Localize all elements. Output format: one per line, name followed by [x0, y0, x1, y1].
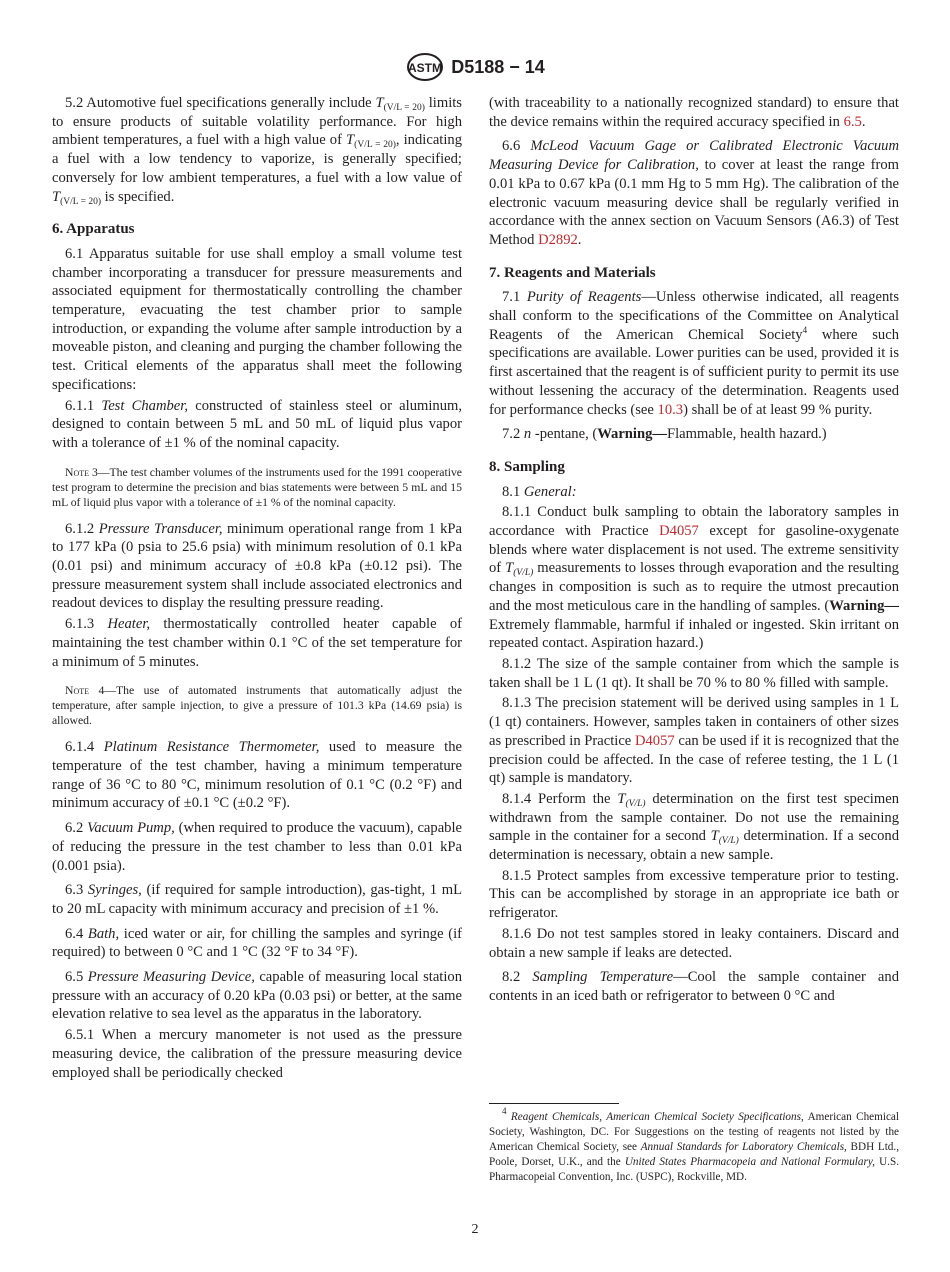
subscript: (V/L = 20) [383, 103, 425, 113]
paragraph [52, 397, 462, 453]
text-run: 8.2 [502, 969, 533, 986]
text-run: . [577, 231, 582, 248]
text-run: 7.2 [502, 426, 524, 443]
italic-text: McLeod Vacuum Gage or Calibrated Electronic Vacuum Measuring Device for Calibration, [489, 138, 899, 174]
text-run: 8.1.3 The precision statement will be derived using samples in 1 L (1 qt) containers. However, samples taken in containers of other sizes as prescribed in Practice [489, 695, 899, 749]
italic-text: Vacuum Pump, [87, 820, 175, 837]
paragraph [52, 968, 462, 1024]
text-run: capable of measuring local station pressure with an accuracy of 0.20 kPa (0.03 psi) or better, at the same elevation relative to sea level as the apparatus in the laboratory. [52, 969, 463, 1023]
text-run: 8. Sampling [489, 458, 565, 475]
text-run: —The test chamber volumes of the instruments used for the 1991 cooperative test program to determine the precision and bias statements were between 5 mL and 15 mL of liquid plus vapor with a tolerance of ±1 % of the nominal capacity. [52, 465, 462, 509]
reference-link[interactable]: D2892 [538, 231, 578, 248]
text-run: measurements to losses through evaporation and the resulting changes in composition is such as to require the utmost precaution and the most meticulous care in the handling of samples. ( [489, 560, 899, 614]
italic-text: T [346, 132, 355, 149]
subscript: (V/L) [718, 836, 739, 847]
text-run: 6.1.2 [65, 520, 99, 537]
paragraph [489, 925, 899, 962]
text-run: Flammable, health hazard.) [666, 426, 827, 443]
text-run: minimum operational range from 1 kPa to 177 kPa (0 psia to 25.6 psia) with minimum resolution of 0.1 kPa (0.01 psi) and minimum accuracy of ±0.8 kPa (±0.12 psi). The pressure measurement system shall include associated electronics and readout devices to display the resulting pressure reading. [52, 520, 462, 612]
reference-link[interactable]: D4057 [634, 732, 675, 749]
text-run: 8.1.5 Protect samples from excessive temperature prior to testing. This can be accomplished by storage in an appropriate ice bath or refrigerator. [489, 867, 899, 922]
text-run: 6.1.4 [65, 739, 104, 756]
left-column [52, 94, 462, 1084]
text-run: 6.1.3 [65, 616, 108, 633]
paragraph [489, 503, 899, 653]
subscript: (V/L = 20) [60, 196, 102, 207]
text-run: 8.1.4 Perform the [502, 790, 618, 807]
bold-text: Warning— [829, 597, 899, 614]
text-run: Extremely flammable, harmful if inhaled or ingested. Skin irritant on repeated contact. Aspiration hazard.) [489, 616, 899, 652]
text-run: determination. If a second determination is necessary, obtain a new sample. [489, 828, 899, 864]
text-run: (when required to produce the vacuum), capable of reducing the pressure in the test chamber to less than 0.01 kPa (0.001 psia). [52, 820, 462, 874]
text-run: , indicating a fuel with a low tendency to vaporize, is generally specified; conversely for low ambient temperatures, a fuel with a low value of [52, 132, 462, 186]
paragraph [489, 137, 899, 249]
text-run: (with traceability to a nationally recognized standard) to ensure that the device remains within the required accuracy specified in [489, 95, 899, 130]
paragraph [489, 425, 899, 444]
footnote-ref: 4 [502, 1106, 507, 1116]
italic-text: General: [523, 483, 577, 500]
note-label: Note 4 [65, 684, 105, 698]
italic-text: Pressure Transducer, [98, 520, 223, 537]
italic-text: Bath, [87, 925, 120, 942]
text-run: U.S. Pharmacopeial Convention, Inc. (USPC), Rockville, MD. [489, 1156, 899, 1183]
reference-link[interactable]: D4057 [659, 523, 699, 540]
subscript: (V/L) [625, 798, 646, 809]
text-run: thermostatically controlled heater capable of maintaining the test chamber within 0.1 °C of the set temperature for a minimum of 5 minutes. [52, 616, 462, 670]
italic-text: Reagent Chemicals, American Chemical Society Specifications [506, 1111, 801, 1123]
paragraph [489, 483, 899, 502]
text-run: 6.2 [65, 820, 88, 837]
text-run: constructed of stainless steel or aluminum, designed to contain between 5 mL and 50 mL of liquid plus vapor with a tolerance of ±1 % of the nominal capacity. [52, 397, 462, 451]
paragraph [52, 520, 462, 614]
text-run: 8.1.1 Conduct bulk sampling to obtain the laboratory samples in accordance with Practice [489, 504, 899, 540]
note [52, 465, 462, 510]
text-run: except for gasoline-oxygenate blends where water displacement is not used. The extreme sensitivity of [489, 523, 899, 577]
italic-text: Test Chamber, [101, 397, 188, 414]
text-run: iced water or air, for chilling the samples and syringe (if required) to between 0 °C and 1 °C (32 °F to 34 °F). [52, 925, 462, 961]
italic-text: T [375, 95, 384, 111]
text-run: 8.1.6 Do not test samples stored in leaky containers. Discard and obtain a new sample if leaks are detected. [489, 925, 899, 961]
footnote-ref: 4 [802, 324, 808, 335]
paragraph [489, 790, 899, 865]
paragraph [52, 1026, 462, 1082]
footnote-section [489, 1103, 899, 1185]
section-heading [489, 264, 899, 283]
section-heading [52, 220, 462, 239]
footnote-divider [489, 1103, 619, 1104]
subscript: (V/L = 20) [354, 140, 396, 151]
text-run: —Unless otherwise indicated, all reagents shall conform to the specifications of the Committee on Analytical Reagents of the American Chemical Society [489, 289, 900, 343]
text-run: 6.6 [502, 138, 531, 155]
paragraph [52, 925, 462, 962]
italic-text: Syringes, [87, 882, 142, 899]
document-id: D5188 − 14 [451, 56, 545, 77]
text-run: —The use of automated instruments that automatically adjust the temperature, after sample injection, to give a pressure of 101.3 kPa (14.69 psia) is allowed. [52, 684, 462, 728]
text-run: 6.3 [65, 882, 88, 899]
italic-text: T [710, 828, 719, 845]
section-heading [489, 458, 899, 477]
paragraph [52, 819, 462, 875]
text-run: , American Chemical Society, Washington, DC. For Suggestions on the testing of reagents not listed by the American Chemical Society, see [489, 1111, 899, 1153]
astm-logo-icon [405, 52, 445, 82]
italic-text: Pressure Measuring Device, [87, 969, 255, 986]
italic-text: T [52, 188, 61, 205]
reference-link[interactable]: 6.5 [843, 113, 862, 130]
text-run: BDH Ltd., Poole, Dorset, U.K., and the [489, 1141, 899, 1168]
italic-text: T [505, 560, 514, 577]
paragraph [489, 288, 899, 419]
note [52, 683, 462, 728]
italic-text: Heater, [107, 616, 151, 633]
reference-link[interactable]: 10.3 [657, 401, 684, 418]
text-run: can be used if it is recognized that the precision could be affected. In the case of referee testing, the 1 L (1 qt) sample is mandatory. [489, 732, 899, 787]
italic-text: Platinum Resistance Thermometer, [103, 739, 320, 756]
text-run: —Cool the sample container and contents in an iced bath or refrigerator to between 0 °C and [489, 969, 899, 1004]
text-run: used to measure the temperature of the test chamber, having a minimum temperature range of 36 °C to 80 °C, minimum resolution of 0.1 °C (0.2 °F) and minimum accuracy of ±0.1 °C (±0.2 °F). [52, 739, 462, 812]
italic-text: Sampling Temperature [532, 969, 674, 986]
paragraph [52, 245, 462, 395]
paragraph [489, 694, 899, 788]
italic-text: n [523, 426, 532, 443]
italic-text: Purity of Reagents [526, 289, 642, 306]
paragraph [489, 94, 899, 131]
italic-text: T [617, 790, 626, 807]
paragraph [52, 615, 462, 671]
text-run: 8.1.2 The size of the sample container from which the sample is taken shall be 1 L (1 qt). It shall be 70 % to 80 % filled with sample. [489, 655, 899, 691]
text-run: ) shall be of at least 99 % purity. [683, 401, 873, 418]
paragraph [52, 94, 462, 206]
paragraph [52, 881, 462, 918]
text-run: (if required for sample introduction), gas-tight, 1 mL to 20 mL capacity with minimum accuracy and precision of ±1 %. [52, 882, 462, 917]
page-number: 2 [471, 1222, 479, 1237]
text-run: -pentane, ( [531, 426, 598, 443]
text-run: 6.4 [65, 925, 88, 942]
text-run: 7. Reagents and Materials [489, 264, 656, 281]
paragraph [489, 968, 899, 1005]
text-run: 5.2 Automotive fuel specifications generally include [65, 95, 376, 111]
text-run: is specified. [101, 188, 175, 205]
footnote-4 [489, 1106, 899, 1185]
paragraph [489, 655, 899, 692]
text-run: 6.1 Apparatus suitable for use shall employ a small volume test chamber incorporating a transducer for pressure measurements and associated equipment for thermostatically controlling the chamber temperature, evacuating the test chamber prior to sample introduction, or expanding the volume after sample introduction by a moveable piston, and cleaning and purging the chamber following the test. Critical elements of the apparatus shall meet the following specifications: [52, 245, 462, 393]
text-run: 6.5.1 When a mercury manometer is not used as the pressure measuring device, the calibration of the pressure measuring device employed shall be periodically checked [52, 1027, 462, 1081]
bold-text: Warning— [597, 426, 667, 443]
paragraph [52, 738, 462, 813]
subscript: (V/L) [513, 568, 534, 579]
svg-text:ASTM: ASTM [408, 61, 443, 75]
right-column [489, 94, 899, 1008]
text-run: 7.1 [502, 289, 527, 306]
text-run: 6.1.1 [65, 397, 102, 414]
italic-text: Annual Standards for Laboratory Chemicals, [640, 1141, 847, 1153]
text-run: determination on the first test specimen withdrawn from the sample container. Do not use the remaining sample in the container for a second [489, 790, 899, 845]
text-run: 8.1 [502, 483, 524, 500]
note-label: Note 3 [65, 465, 98, 479]
text-run: where such specifications are available. Lower purities can be used, provided it is first ascertained that the reagent is of sufficient purity to permit its use without lessening the accuracy of the determination. Reagents used for performance checks (see [489, 326, 899, 418]
text-run: 6.5 [65, 969, 88, 986]
text-run: limits to ensure products of suitable volatility performance. For high ambient temperatures, a fuel with a high value of [52, 95, 462, 149]
text-run: . [861, 113, 866, 130]
text-run: 6. Apparatus [52, 221, 135, 238]
paragraph [489, 867, 899, 923]
italic-text: United States Pharmacopeia and National Formulary, [624, 1156, 875, 1168]
page-header [0, 52, 950, 82]
text-run: to cover at least the range from 0.01 kPa to 0.67 kPa (0.1 mm Hg to 5 mm Hg). The calibration of the electronic vacuum measuring device shall be regularly verified in accordance with the annex section on Vacuum Sensors (A6.3) of Test Method [489, 157, 899, 248]
